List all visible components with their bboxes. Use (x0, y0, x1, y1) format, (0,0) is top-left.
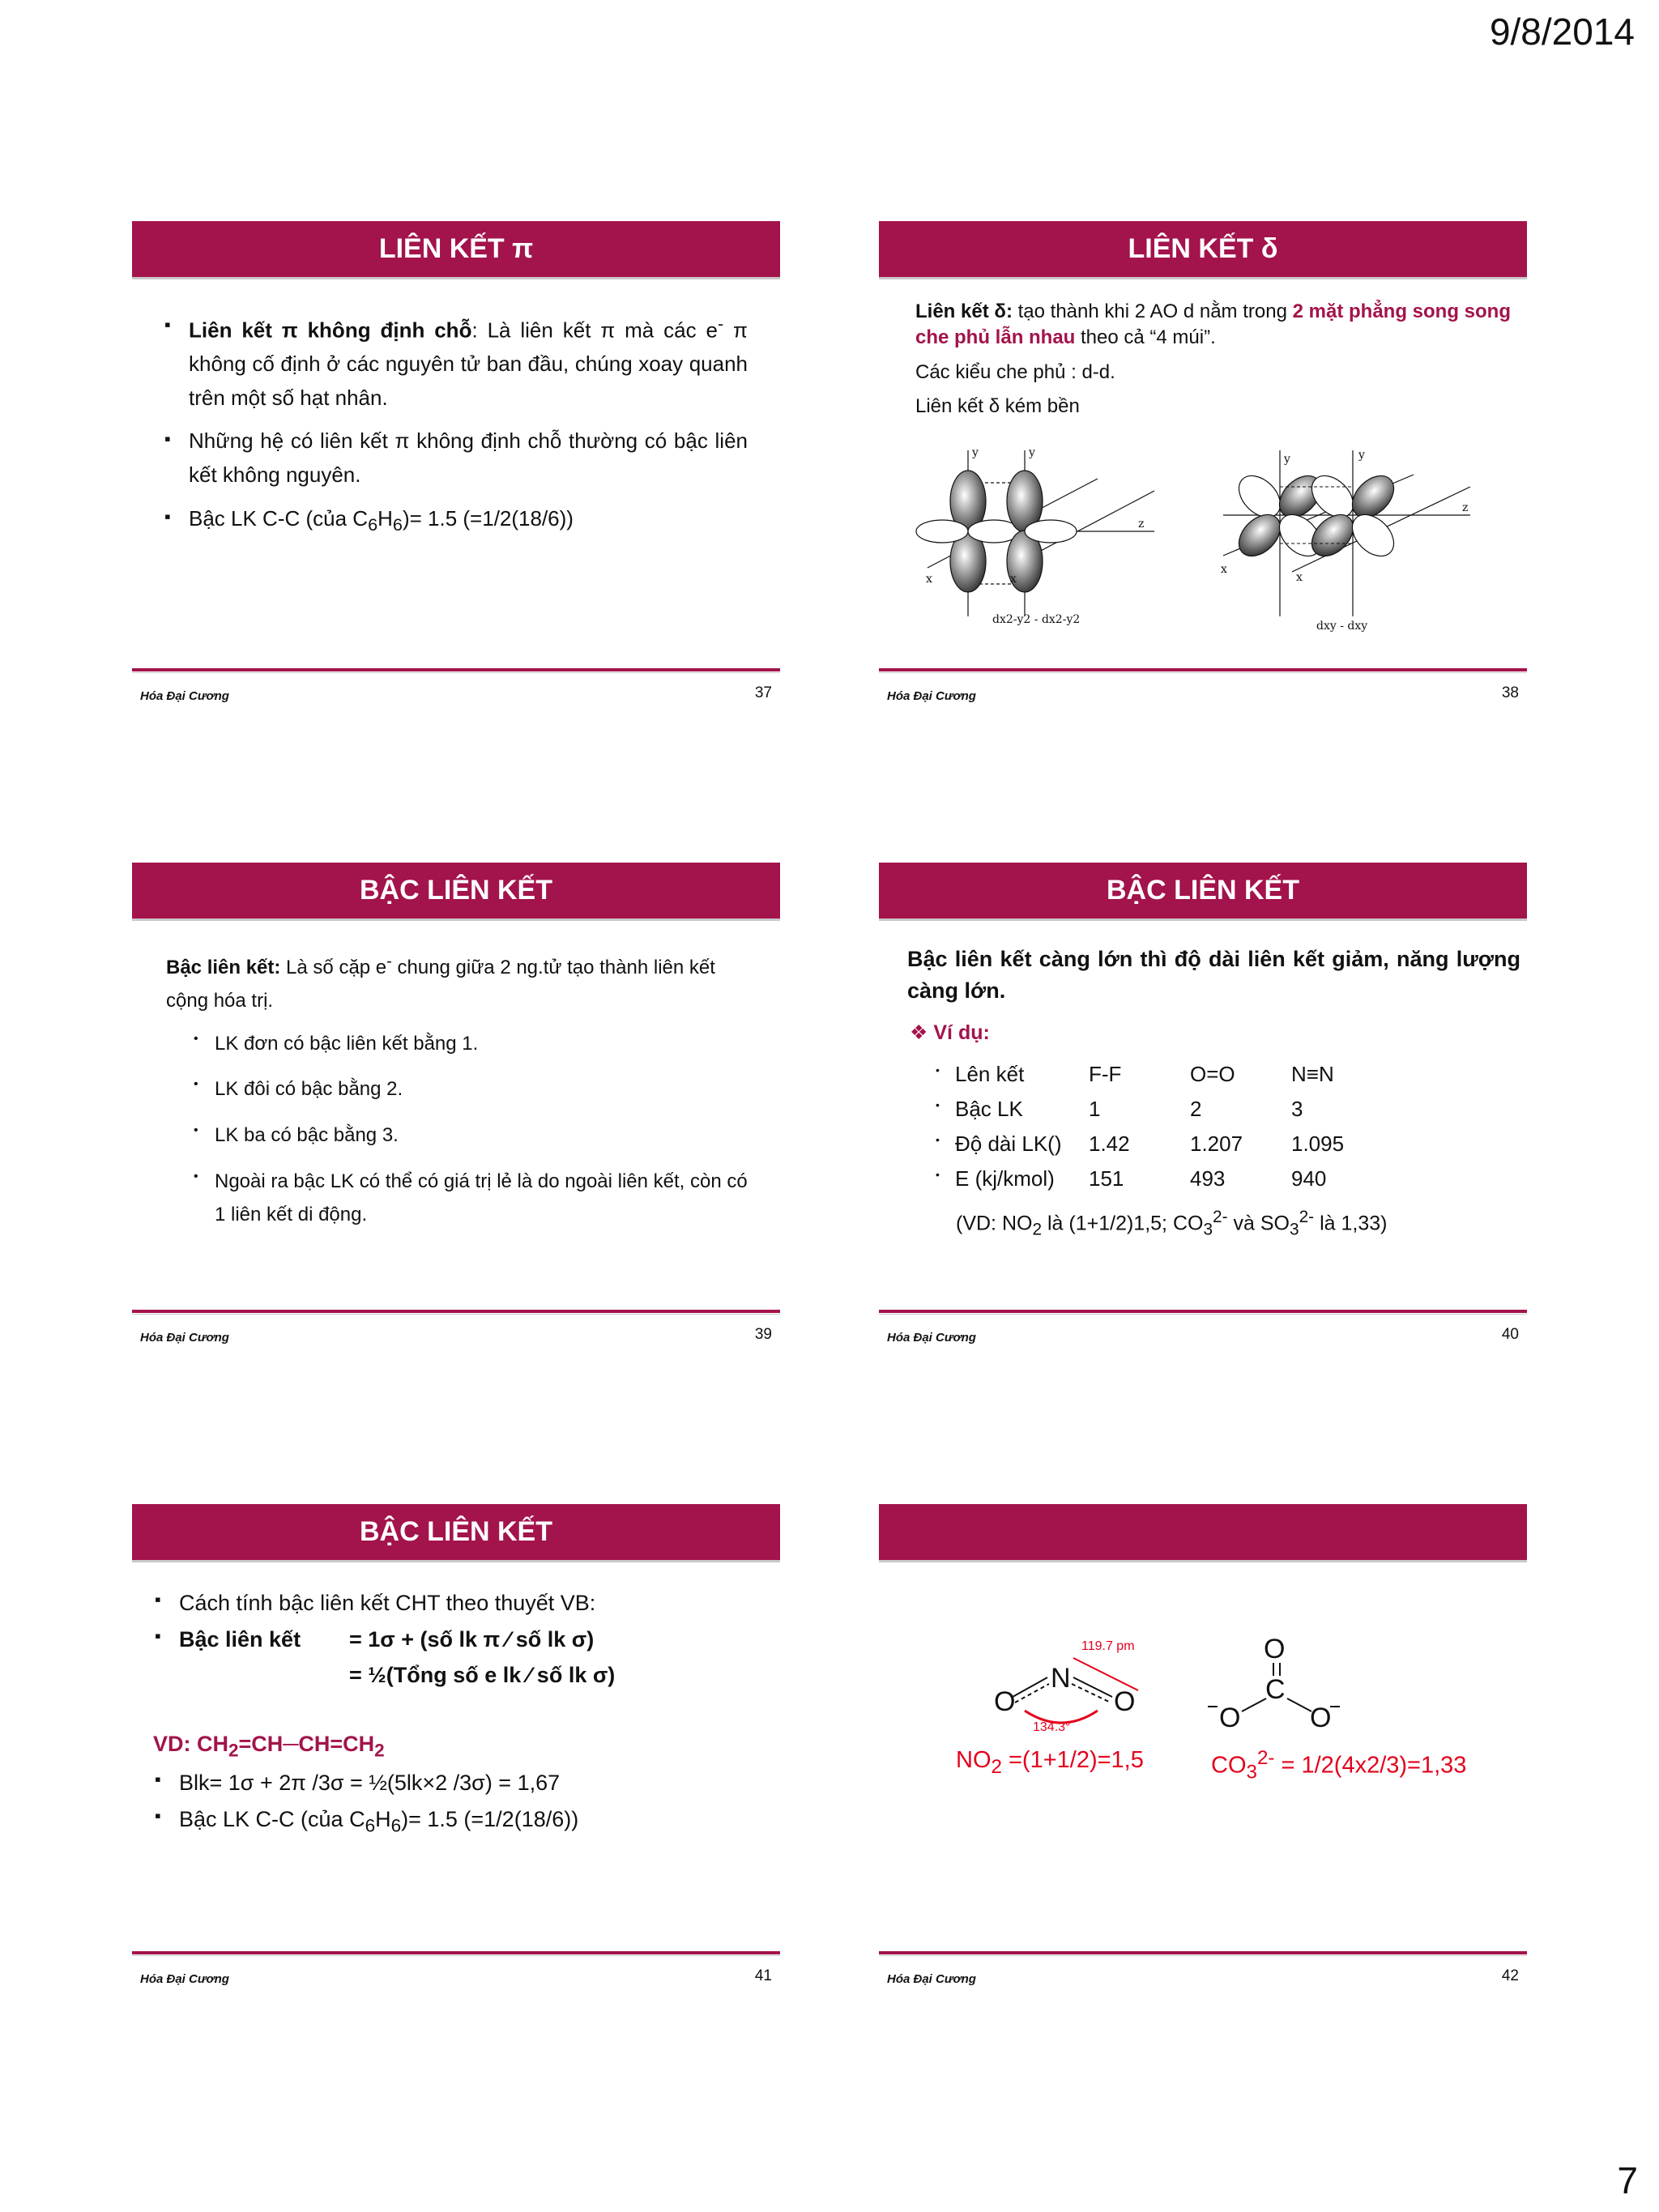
bullet-item (164, 502, 748, 539)
text: và SO (1227, 1212, 1290, 1235)
bullet-item: ▪ Blk= 1σ + 2π /3σ = ½(5lk×2 /3σ) = 1,67 (155, 1765, 764, 1801)
text: = 1/2(4x2/3)=1,33 (1274, 1752, 1467, 1779)
bold-term: Liên kết δ: (915, 300, 1013, 322)
bullet-text: H (377, 505, 393, 531)
subscript: 2 (228, 1740, 239, 1761)
example-label (910, 1021, 990, 1045)
example-heading (153, 1726, 764, 1766)
axis-label-x: x (1010, 573, 1017, 586)
bullet-item: • Ngoài ra bậc LK có thể có giá trị lẻ là do ngoài liên kết, còn có 1 liên kết di động. (190, 1166, 760, 1232)
slide-37 (132, 221, 780, 703)
axis-label-y: y (1358, 449, 1365, 462)
superscript: 2- (1299, 1208, 1315, 1226)
slide-body (915, 299, 1511, 420)
footer-line (132, 668, 780, 671)
footer-line-thin (879, 1955, 1527, 1956)
slide-number: 39 (754, 1326, 772, 1343)
footer-label: Hóa Đại Cương (887, 689, 976, 703)
slide-title: LIÊN KẾT π (378, 233, 534, 264)
paragraph: Liên kết δ kém bền (915, 395, 1080, 418)
slide-40 (879, 863, 1527, 1345)
footer-line (879, 1951, 1527, 1954)
table-cell: 1.095 (1291, 1132, 1345, 1156)
text: Là số cặp e (280, 957, 387, 978)
bullet-item (155, 1622, 764, 1658)
footer-label: Hóa Đại Cương (887, 1331, 976, 1345)
table-cell: 1 (1089, 1097, 1101, 1121)
slide-body (164, 310, 748, 548)
bullet-dot-icon: • (936, 1098, 940, 1111)
footer-line (132, 1310, 780, 1313)
co3-caption (1211, 1747, 1466, 1784)
text: tạo thành khi 2 AO d nằm trong (1012, 300, 1293, 322)
slide-number: 42 (1501, 1967, 1519, 1984)
axis-label-z: z (1138, 518, 1145, 531)
atom-c: C (1265, 1674, 1286, 1705)
subscript: 2 (374, 1740, 385, 1761)
text: là (1+1/2)1,5; CO (1042, 1212, 1204, 1235)
text: )= 1.5 (=1/2(18/6)) (401, 1806, 579, 1831)
bullet-item: • LK đơn có bậc liên kết bằng 1. (190, 1028, 760, 1061)
example-label-text: Ví dụ: (933, 1021, 990, 1044)
slide-title-bar (132, 221, 780, 279)
paragraph (915, 299, 1511, 352)
text: =(1+1/2)=1,5 (1001, 1747, 1144, 1773)
page-number: 7 (1617, 2159, 1638, 2201)
table-row (936, 1127, 1388, 1161)
subscript: 6 (365, 1815, 376, 1836)
slide-39 (132, 863, 780, 1345)
subscript: 3 (1246, 1761, 1257, 1784)
axis-label-x: x (926, 573, 932, 586)
slide-38 (879, 221, 1527, 703)
footer-line (132, 1951, 780, 1954)
atom-o: O (1264, 1634, 1286, 1664)
orbital-diagram (911, 438, 1495, 641)
slide-title-bar (132, 863, 780, 921)
table-row (936, 1161, 1388, 1196)
subscript: 3 (1290, 1220, 1299, 1239)
footer-line (879, 1310, 1527, 1313)
axis-label-y: y (972, 446, 979, 459)
axis-label-y: y (1284, 453, 1290, 466)
subscript: 6 (392, 514, 403, 535)
table-cell: N≡N (1291, 1062, 1334, 1086)
axis-label-z: z (1462, 501, 1469, 514)
table-cell: F-F (1089, 1062, 1122, 1086)
paragraph: Các kiểu che phủ : d-d. (915, 360, 1115, 383)
bullet-text: : Là liên kết π mà các e (471, 318, 718, 343)
row-header-cell: • Bậc LK (936, 1097, 1023, 1121)
text: CO (1211, 1752, 1247, 1779)
diamond-bullet-icon: ❖ (910, 1021, 928, 1044)
bond-table (936, 1057, 1388, 1196)
table-cell: 2 (1190, 1097, 1202, 1121)
table-cell: 940 (1291, 1166, 1327, 1191)
footer-line-thin (132, 1955, 780, 1956)
bullet-dot-icon: • (936, 1168, 940, 1181)
table-row (936, 1092, 1388, 1127)
footer-line-thin (132, 672, 780, 673)
footer-label: Hóa Đại Cương (887, 1972, 976, 1986)
slide-41 (132, 1504, 780, 1986)
bullet-list (166, 1028, 760, 1232)
text: NO (956, 1747, 992, 1773)
slide-title-bar (879, 221, 1527, 279)
footer-line-thin (879, 1314, 1527, 1315)
axis-label-x: x (1296, 571, 1303, 584)
text: chung giữa 2 ng.tử tạo thành liên kết cộng hóa trị. (166, 957, 715, 1012)
slide-title: LIÊN KẾT δ (1128, 233, 1278, 264)
slide-number: 37 (754, 684, 772, 701)
footer-label: Hóa Đại Cương (140, 1331, 229, 1345)
bullet-text: Bậc LK C-C (của C (189, 505, 369, 531)
subscript: 2 (991, 1755, 1002, 1778)
slide-body (155, 1585, 764, 1850)
bold-term: Bậc liên kết: (166, 957, 281, 978)
atom-n: N (1051, 1663, 1071, 1694)
table-cell: 1.207 (1190, 1132, 1243, 1156)
row-header-cell: • Độ dài LK() (936, 1132, 1062, 1156)
text: Bậc LK C-C (của C (179, 1806, 365, 1831)
bullet-item (155, 1801, 764, 1841)
table-cell: 3 (1291, 1097, 1303, 1121)
page-date: 9/8/2014 (1489, 11, 1635, 53)
molecule-diagrams (976, 1626, 1430, 1739)
subscript: 3 (1203, 1220, 1213, 1239)
superscript: 2- (1213, 1208, 1228, 1226)
atom-o: O (1219, 1703, 1241, 1733)
footer-line-thin (132, 1314, 780, 1315)
subscript: 6 (390, 1815, 402, 1836)
example-note (956, 1208, 1387, 1239)
text: =CH─CH=CH (238, 1731, 375, 1756)
text: theo cả “4 múi”. (1075, 326, 1216, 349)
formula: = ½(Tổng số e lk ⁄ số lk σ) (349, 1663, 616, 1688)
bold-term: Bậc liên kết (179, 1626, 301, 1652)
table-cell: 1.42 (1089, 1132, 1130, 1156)
atom-o: O (1310, 1703, 1332, 1733)
row-header-cell: • E (kj/kmol) (936, 1166, 1055, 1191)
bullet-item: ▪ Những hệ có liên kết π không định chỗ thường có bậc liên kết không nguyên. (164, 424, 748, 492)
bond-angle-label: 134.3° (1033, 1720, 1071, 1734)
figure-caption: dxy - dxy (1316, 620, 1368, 633)
atom-o: O (1114, 1686, 1136, 1717)
slide-title-bar (879, 1504, 1527, 1562)
slide-title-bar (879, 863, 1527, 921)
bullet-dot-icon: • (936, 1063, 940, 1076)
text: là 1,33) (1314, 1212, 1388, 1235)
superscript: - (717, 313, 724, 334)
bullet-text: )= 1.5 (=1/2(18/6)) (402, 505, 574, 531)
superscript: - (386, 953, 392, 970)
slide-42 (879, 1504, 1527, 1986)
superscript: 2- (1256, 1747, 1275, 1769)
slide-number: 38 (1501, 684, 1519, 701)
slide-number: 41 (754, 1967, 772, 1984)
table-row (936, 1057, 1388, 1092)
atom-o: O (994, 1686, 1016, 1717)
slide-title: BẬC LIÊN KẾT (360, 875, 552, 906)
footer-line (879, 668, 1527, 671)
bullet-item: • LK đôi có bậc bằng 2. (190, 1073, 760, 1106)
bullet-bold-term: Liên kết π không định chỗ (189, 318, 472, 343)
paragraph (166, 948, 760, 1018)
footer-label: Hóa Đại Cương (140, 1972, 229, 1986)
footer-label: Hóa Đại Cương (140, 689, 229, 703)
slide-title-bar (132, 1504, 780, 1562)
slide-intro: Bậc liên kết càng lớn thì độ dài liên kết giảm, năng lượng càng lớn. (907, 947, 1520, 1004)
bond-length-label: 119.7 pm (1081, 1639, 1135, 1653)
table-cell: 151 (1089, 1166, 1124, 1191)
table-cell: O=O (1190, 1062, 1235, 1086)
bullet-text: π không cố định ở các nguyên tử ban đầu, chúng xoay quanh trên một số hạt nhân. (189, 318, 748, 410)
axis-label-x: x (1221, 563, 1227, 576)
highlight-text: 2 mặt phẳng song song che phủ lẫn nhau (915, 300, 1512, 349)
bullet-dot-icon: • (936, 1133, 940, 1146)
table-cell: 493 (1190, 1166, 1226, 1191)
bullet-item: ▪ Cách tính bậc liên kết CHT theo thuyết VB: (155, 1585, 764, 1622)
bullet-item (164, 310, 748, 415)
row-header-cell: • Lên kết (936, 1062, 1025, 1086)
text: H (375, 1806, 391, 1831)
slide-body (166, 948, 760, 1245)
footer-line-thin (879, 672, 1527, 673)
slide-title: BẬC LIÊN KẾT (360, 1516, 552, 1547)
slide-number: 40 (1501, 1326, 1519, 1343)
formula: = 1σ + (số lk π ⁄ số lk σ) (349, 1626, 595, 1652)
subscript: 6 (368, 514, 378, 535)
bullet-item: • LK ba có bậc bằng 3. (190, 1119, 760, 1153)
no2-caption (956, 1747, 1144, 1779)
text: (VD: NO (956, 1212, 1033, 1235)
figure-caption: dx2-y2 - dx2-y2 (992, 613, 1081, 626)
text: VD: CH (153, 1731, 228, 1756)
axis-label-y: y (1029, 446, 1035, 459)
slide-title: BẬC LIÊN KẾT (1107, 875, 1299, 906)
subscript: 2 (1032, 1220, 1043, 1239)
